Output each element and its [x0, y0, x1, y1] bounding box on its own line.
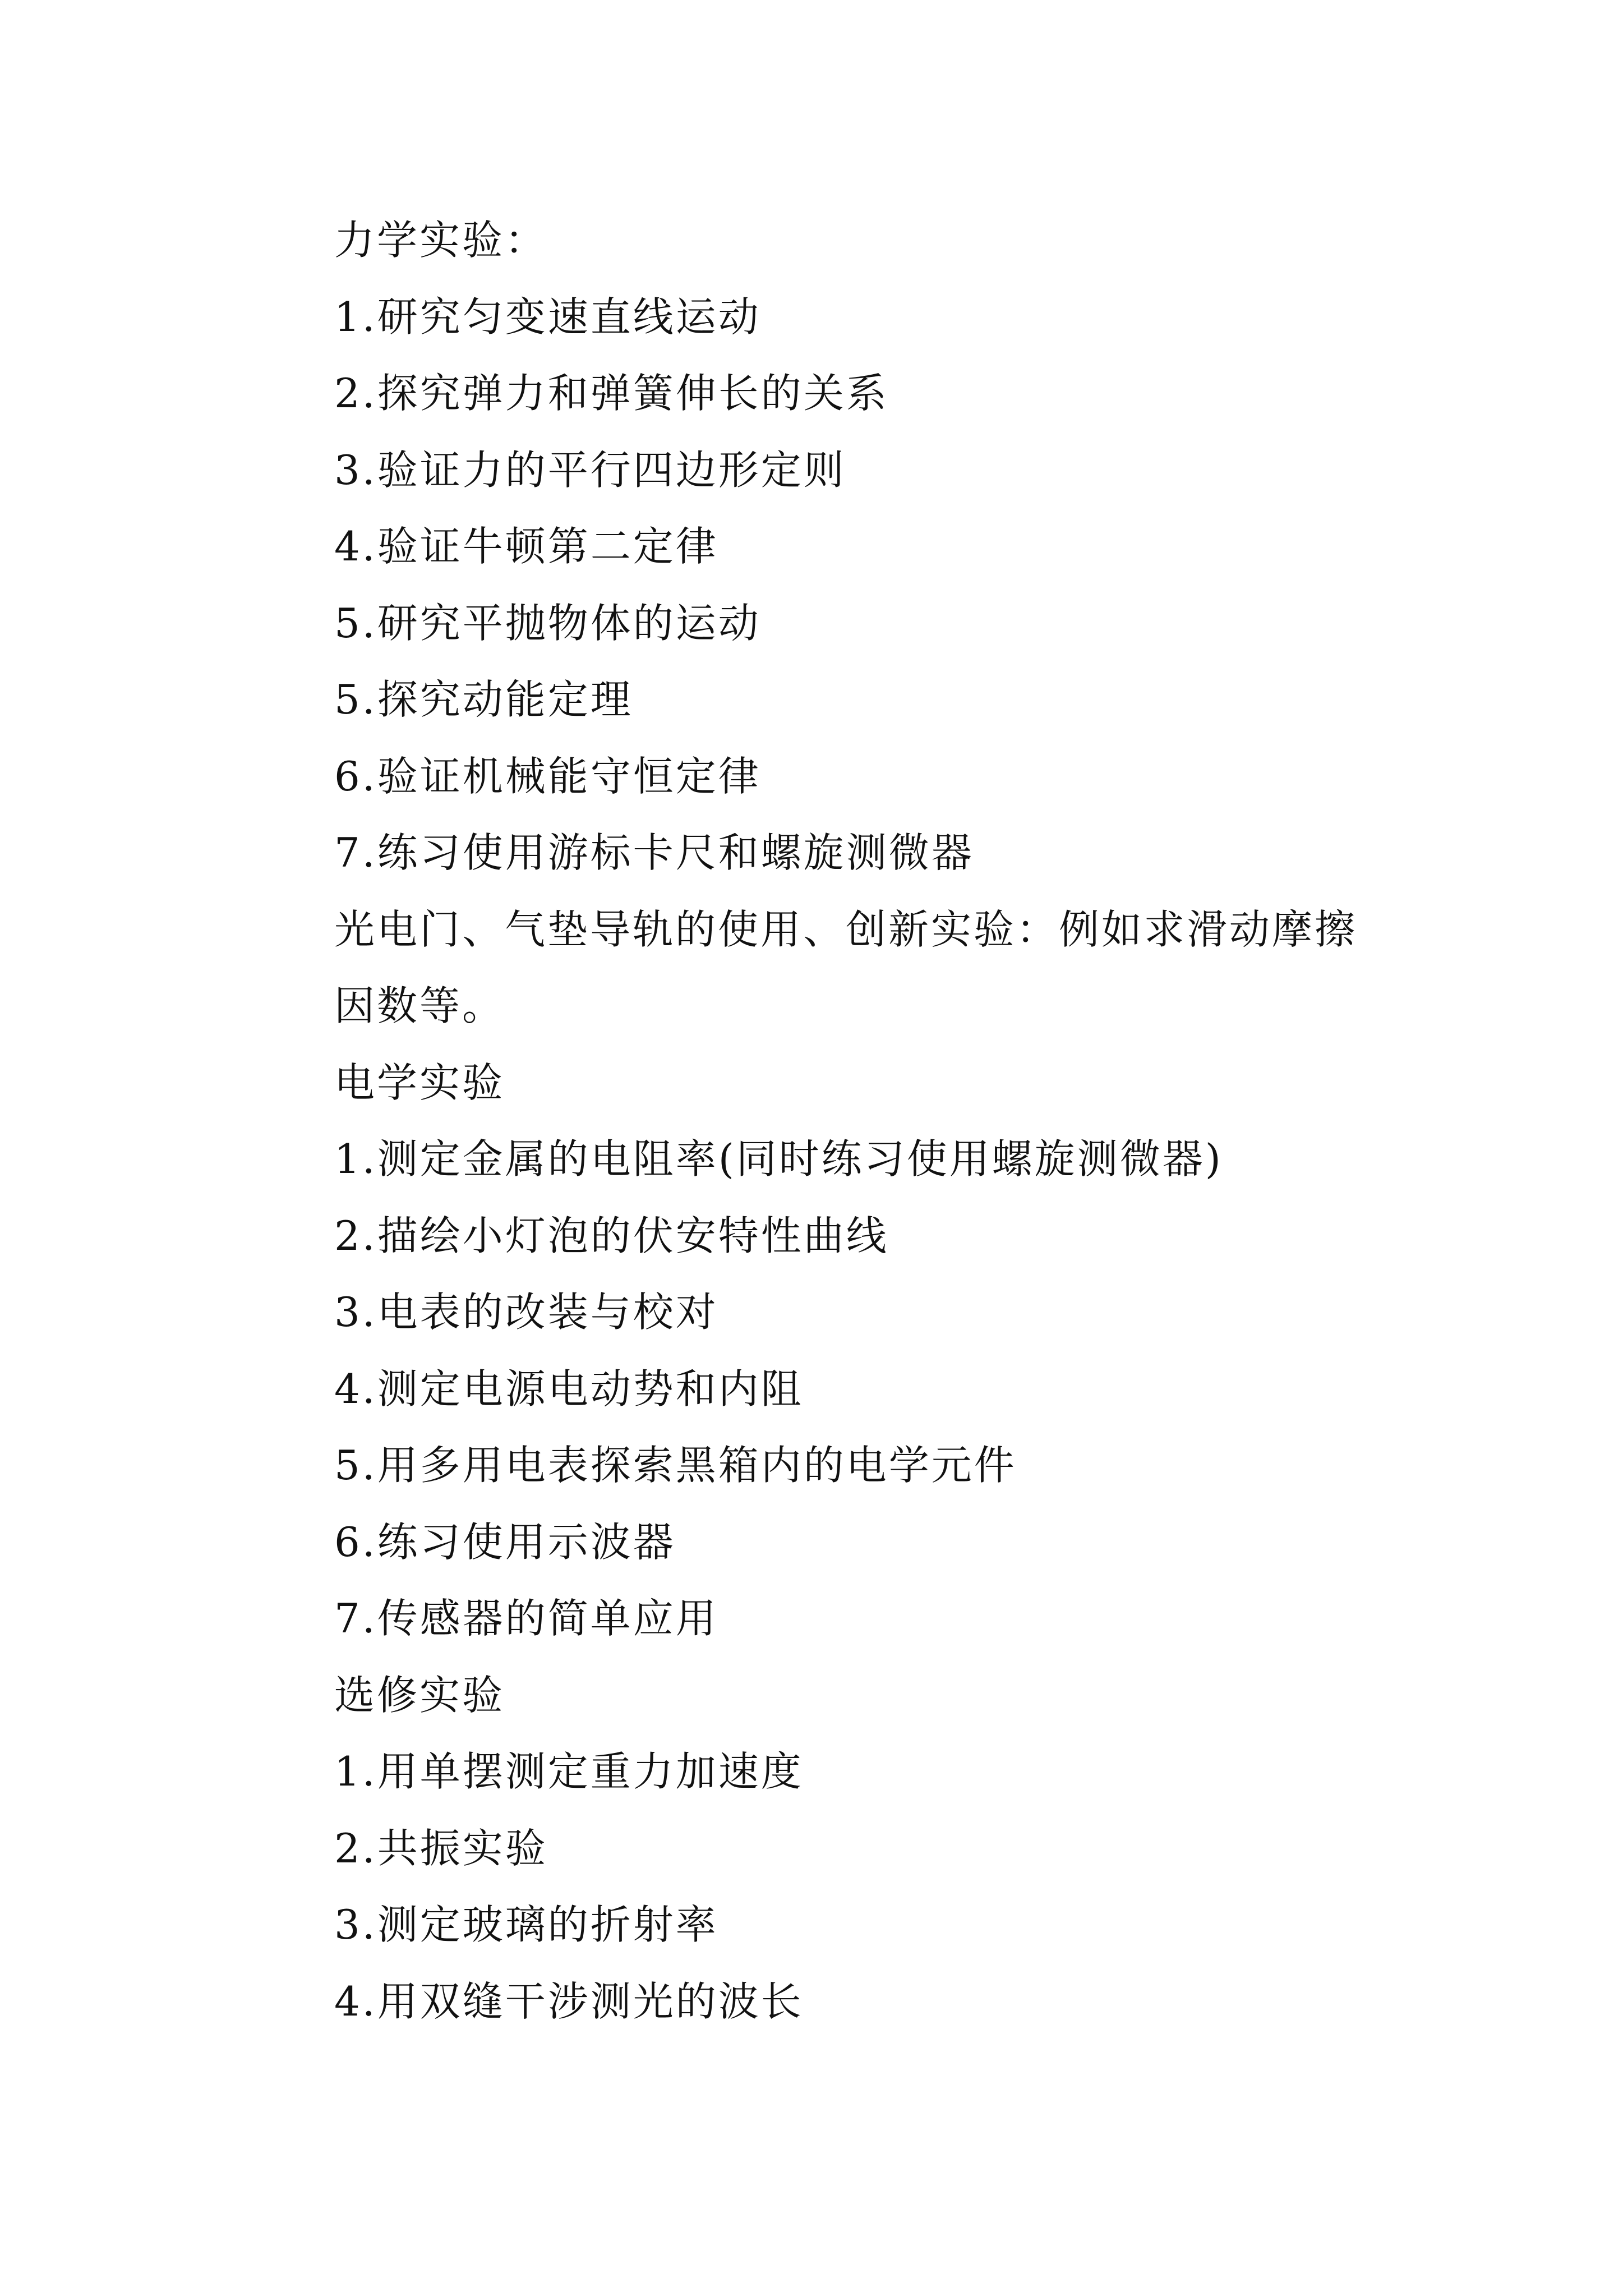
list-item: 6.验证机械能守恒定律: [334, 752, 761, 800]
list-item: 1.研究匀变速直线运动: [334, 293, 761, 341]
list-item: 1.用单摆测定重力加速度: [334, 1748, 804, 1795]
document-body: [250, 202, 1399, 2040]
paragraph-innovation: 光电门、气垫导轨的使用、创新实验：例如求滑动摩擦因数等。: [334, 905, 1358, 1029]
list-item: 3.电表的改装与校对: [334, 1289, 718, 1336]
list-item: 4.测定电源电动势和内阻: [334, 1365, 804, 1412]
list-item: 2.探究弹力和弹簧伸长的关系: [334, 370, 889, 417]
list-item: 3.测定玻璃的折射率: [334, 1901, 718, 1948]
list-item: 5.研究平抛物体的运动: [334, 599, 761, 647]
list-item: 2.描绘小灯泡的伏安特性曲线: [334, 1212, 889, 1259]
list-item: 7.练习使用游标卡尺和螺旋测微器: [334, 829, 974, 876]
list-item: 2.共振实验: [334, 1824, 548, 1872]
list-item: 4.用双缝干涉测光的波长: [334, 1977, 804, 2025]
list-item: 6.练习使用示波器: [334, 1518, 676, 1566]
list-item: 1.测定金属的电阻率(同时练习使用螺旋测微器): [334, 1135, 1223, 1182]
list-item: 3.验证力的平行四边形定则: [334, 446, 846, 494]
list-item: 7.传感器的简单应用: [334, 1595, 718, 1642]
list-item: 5.用多用电表探索黑箱内的电学元件: [334, 1442, 1017, 1489]
section-heading-elective: 选修实验: [334, 1671, 505, 1719]
list-item: 5.探究动能定理: [334, 676, 633, 723]
section-heading-electricity: 电学实验: [334, 1059, 505, 1106]
list-item: 4.验证牛顿第二定律: [334, 523, 718, 570]
section-heading-mechanics: 力学实验：: [334, 217, 548, 264]
